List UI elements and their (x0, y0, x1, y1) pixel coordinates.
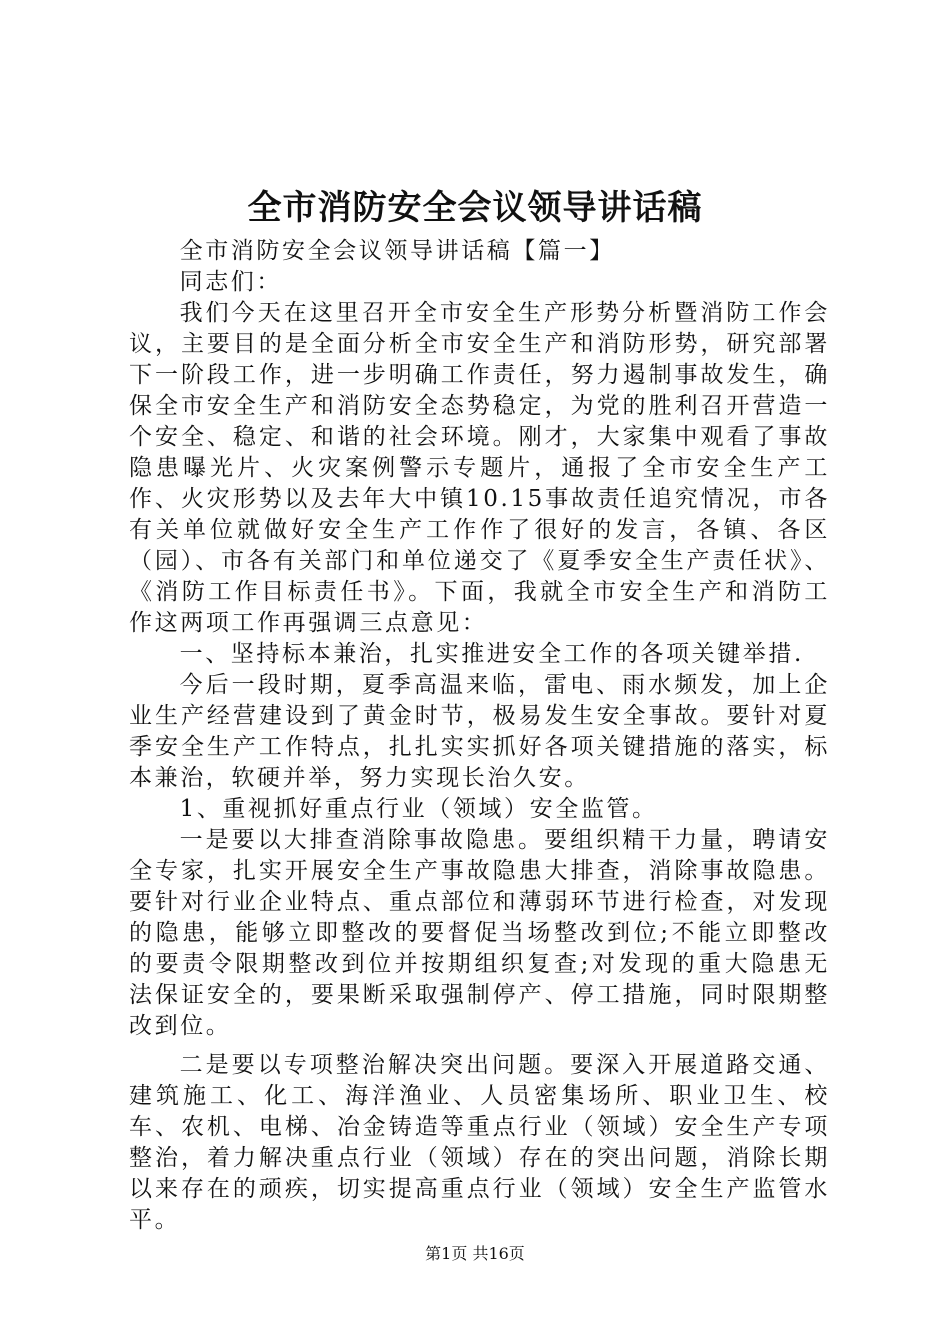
paragraph: 一、坚持标本兼治，扎实推进安全工作的各项关键举措. (179, 641, 804, 667)
document-body (129, 236, 830, 1236)
document-title: 全市消防安全会议领导讲话稿 (247, 188, 703, 228)
paragraph: 二是要以专项整治解决突出问题。要深入开展道路交通、建筑施工、化工、海洋渔业、人员密集场所、职业卫生、校车、农机、电梯、冶金铸造等重点行业（领域）安全生产专项整治，着力解决重点行业（领域）存在的突出问题，消除长期以来存在的顽疾，切实提高重点行业（领域）安全生产监管水平。 (129, 1052, 830, 1233)
paragraph: 一是要以大排查消除事故隐患。要组织精干力量，聘请安全专家，扎实开展安全生产事故隐患大排查，消除事故隐患。要针对行业企业特点、重点部位和薄弱环节进行检查，对发现的隐患，能够立即整改的要督促当场整改到位;不能立即整改的要责令限期整改到位并按期组织复查;对发现的重大隐患无法保证安全的，要果断采取强制停产、停工措施，同时限期整改到位。 (129, 827, 830, 1039)
paragraph: 1、重视抓好重点行业（领域）安全监管。 (179, 796, 658, 822)
page-footer: 第1页 共16页 (425, 1244, 525, 1263)
paragraph: 我们今天在这里召开全市安全生产形势分析暨消防工作会议，主要目的是全面分析全市安全生产和消防形势，研究部署下一阶段工作，进一步明确工作责任，努力遏制事故发生，确保全市安全生产和消防安全态势稳定，为党的胜利召开营造一个安全、稳定、和谐的社会环境。刚才，大家集中观看了事故隐患曝光片、火灾案例警示专题片，通报了全市安全生产工作、火灾形势以及去年大中镇10.15事故责任追究情况，市各有关单位就做好安全生产工作作了很好的发言，各镇、各区（园）、市各有关部门和单位递交了《夏季安全生产责任状》、《消防工作目标责任书》。下面，我就全市安全生产和消防工作这两项工作再强调三点意见： (129, 300, 830, 636)
paragraph: 今后一段时期，夏季高温来临，雷电、雨水频发，加上企业生产经营建设到了黄金时节，极易发生安全事故。要针对夏季安全生产工作特点，扎扎实实抓好各项关键措施的落实，标本兼治，软硬并举，努力实现长治久安。 (129, 672, 830, 791)
salutation: 同志们： (179, 269, 282, 295)
section-heading: 全市消防安全会议领导讲话稿【篇一】 (179, 238, 615, 264)
